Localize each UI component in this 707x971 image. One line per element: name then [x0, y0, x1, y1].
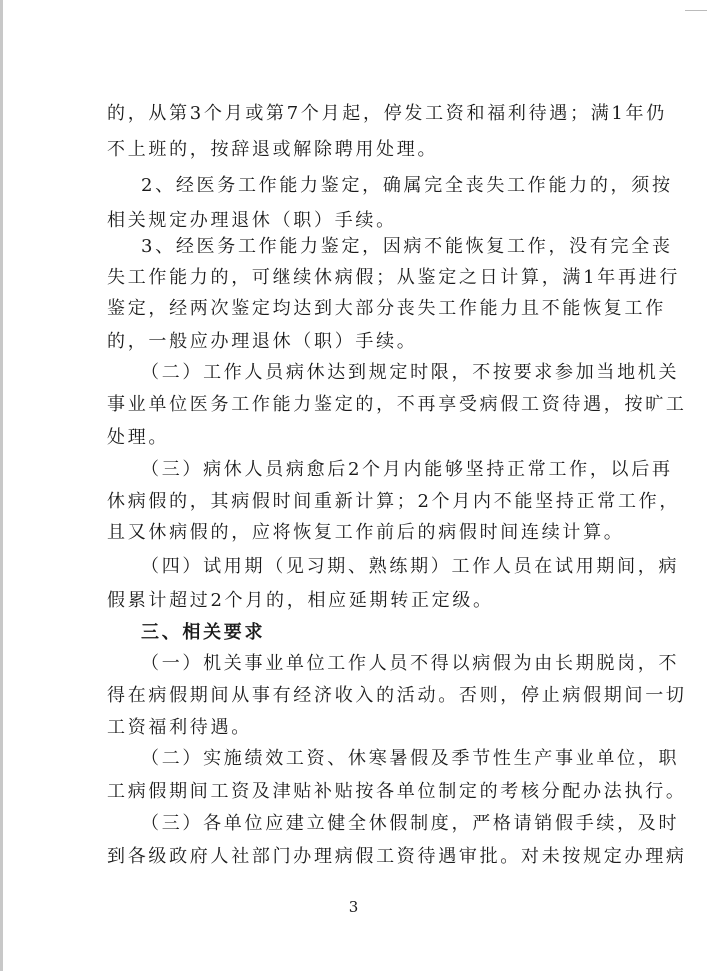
text-line: 假累计超过2个月的，相应延期转正定级。: [107, 590, 494, 611]
text-line: 得在病假期间从事有经济收入的活动。否则，停止病假期间一切: [107, 685, 687, 706]
paragraph-first-line: （四）试用期（见习期、熟练期）工作人员在试用期间，病: [141, 556, 680, 577]
text-line: 失工作能力的，可继续休病假；从鉴定之日计算，满1年再进行: [107, 267, 681, 288]
text-line: 的，从第3个月或第7个月起，停发工资和福利待遇；满1年仍: [107, 103, 667, 124]
text-line: 工资福利待遇。: [107, 717, 252, 738]
paragraph-first-line: （三）各单位应建立健全休假制度，严格请销假手续，及时: [141, 813, 680, 834]
text-line: 不上班的，按辞退或解除聘用处理。: [107, 139, 439, 160]
scan-edge: [0, 0, 3, 971]
text-line: 工病假期间工资及津贴补贴按各单位制定的考核分配办法执行。: [107, 781, 687, 802]
scan-corner-mark: [685, 0, 707, 11]
section-heading: 三、相关要求: [141, 622, 266, 643]
text-line: 鉴定，经两次鉴定均达到大部分丧失工作能力且不能恢复工作: [107, 298, 666, 319]
paragraph-first-line: 3、经医务工作能力鉴定，因病不能恢复工作，没有完全丧: [141, 236, 673, 257]
page-number: 3: [348, 898, 359, 916]
text-line: 到各级政府人社部门办理病假工资待遇审批。对未按规定办理病: [107, 846, 687, 867]
paragraph-first-line: （三）病休人员病愈后2个月内能够坚持正常工作，以后再: [141, 459, 673, 480]
text-line: 且又休病假的，应将恢复工作前后的病假时间连续计算。: [107, 522, 625, 543]
text-line: 休病假的，其病假时间重新计算；2个月内不能坚持正常工作，: [107, 491, 681, 512]
text-line: 处理。: [107, 427, 170, 448]
text-line: 相关规定办理退休（职）手续。: [107, 210, 397, 231]
paragraph-first-line: 2、经医务工作能力鉴定，确属完全丧失工作能力的，须按: [141, 175, 673, 196]
text-line: 事业单位医务工作能力鉴定的，不再享受病假工资待遇，按旷工: [107, 394, 687, 415]
text-line: 的，一般应办理退休（职）手续。: [107, 331, 418, 352]
paragraph-first-line: （二）工作人员病休达到规定时限，不按要求参加当地机关: [141, 362, 680, 383]
paragraph-first-line: （二）实施绩效工资、休寒暑假及季节性生产事业单位，职: [141, 748, 680, 769]
paragraph-first-line: （一）机关事业单位工作人员不得以病假为由长期脱岗，不: [141, 653, 680, 674]
